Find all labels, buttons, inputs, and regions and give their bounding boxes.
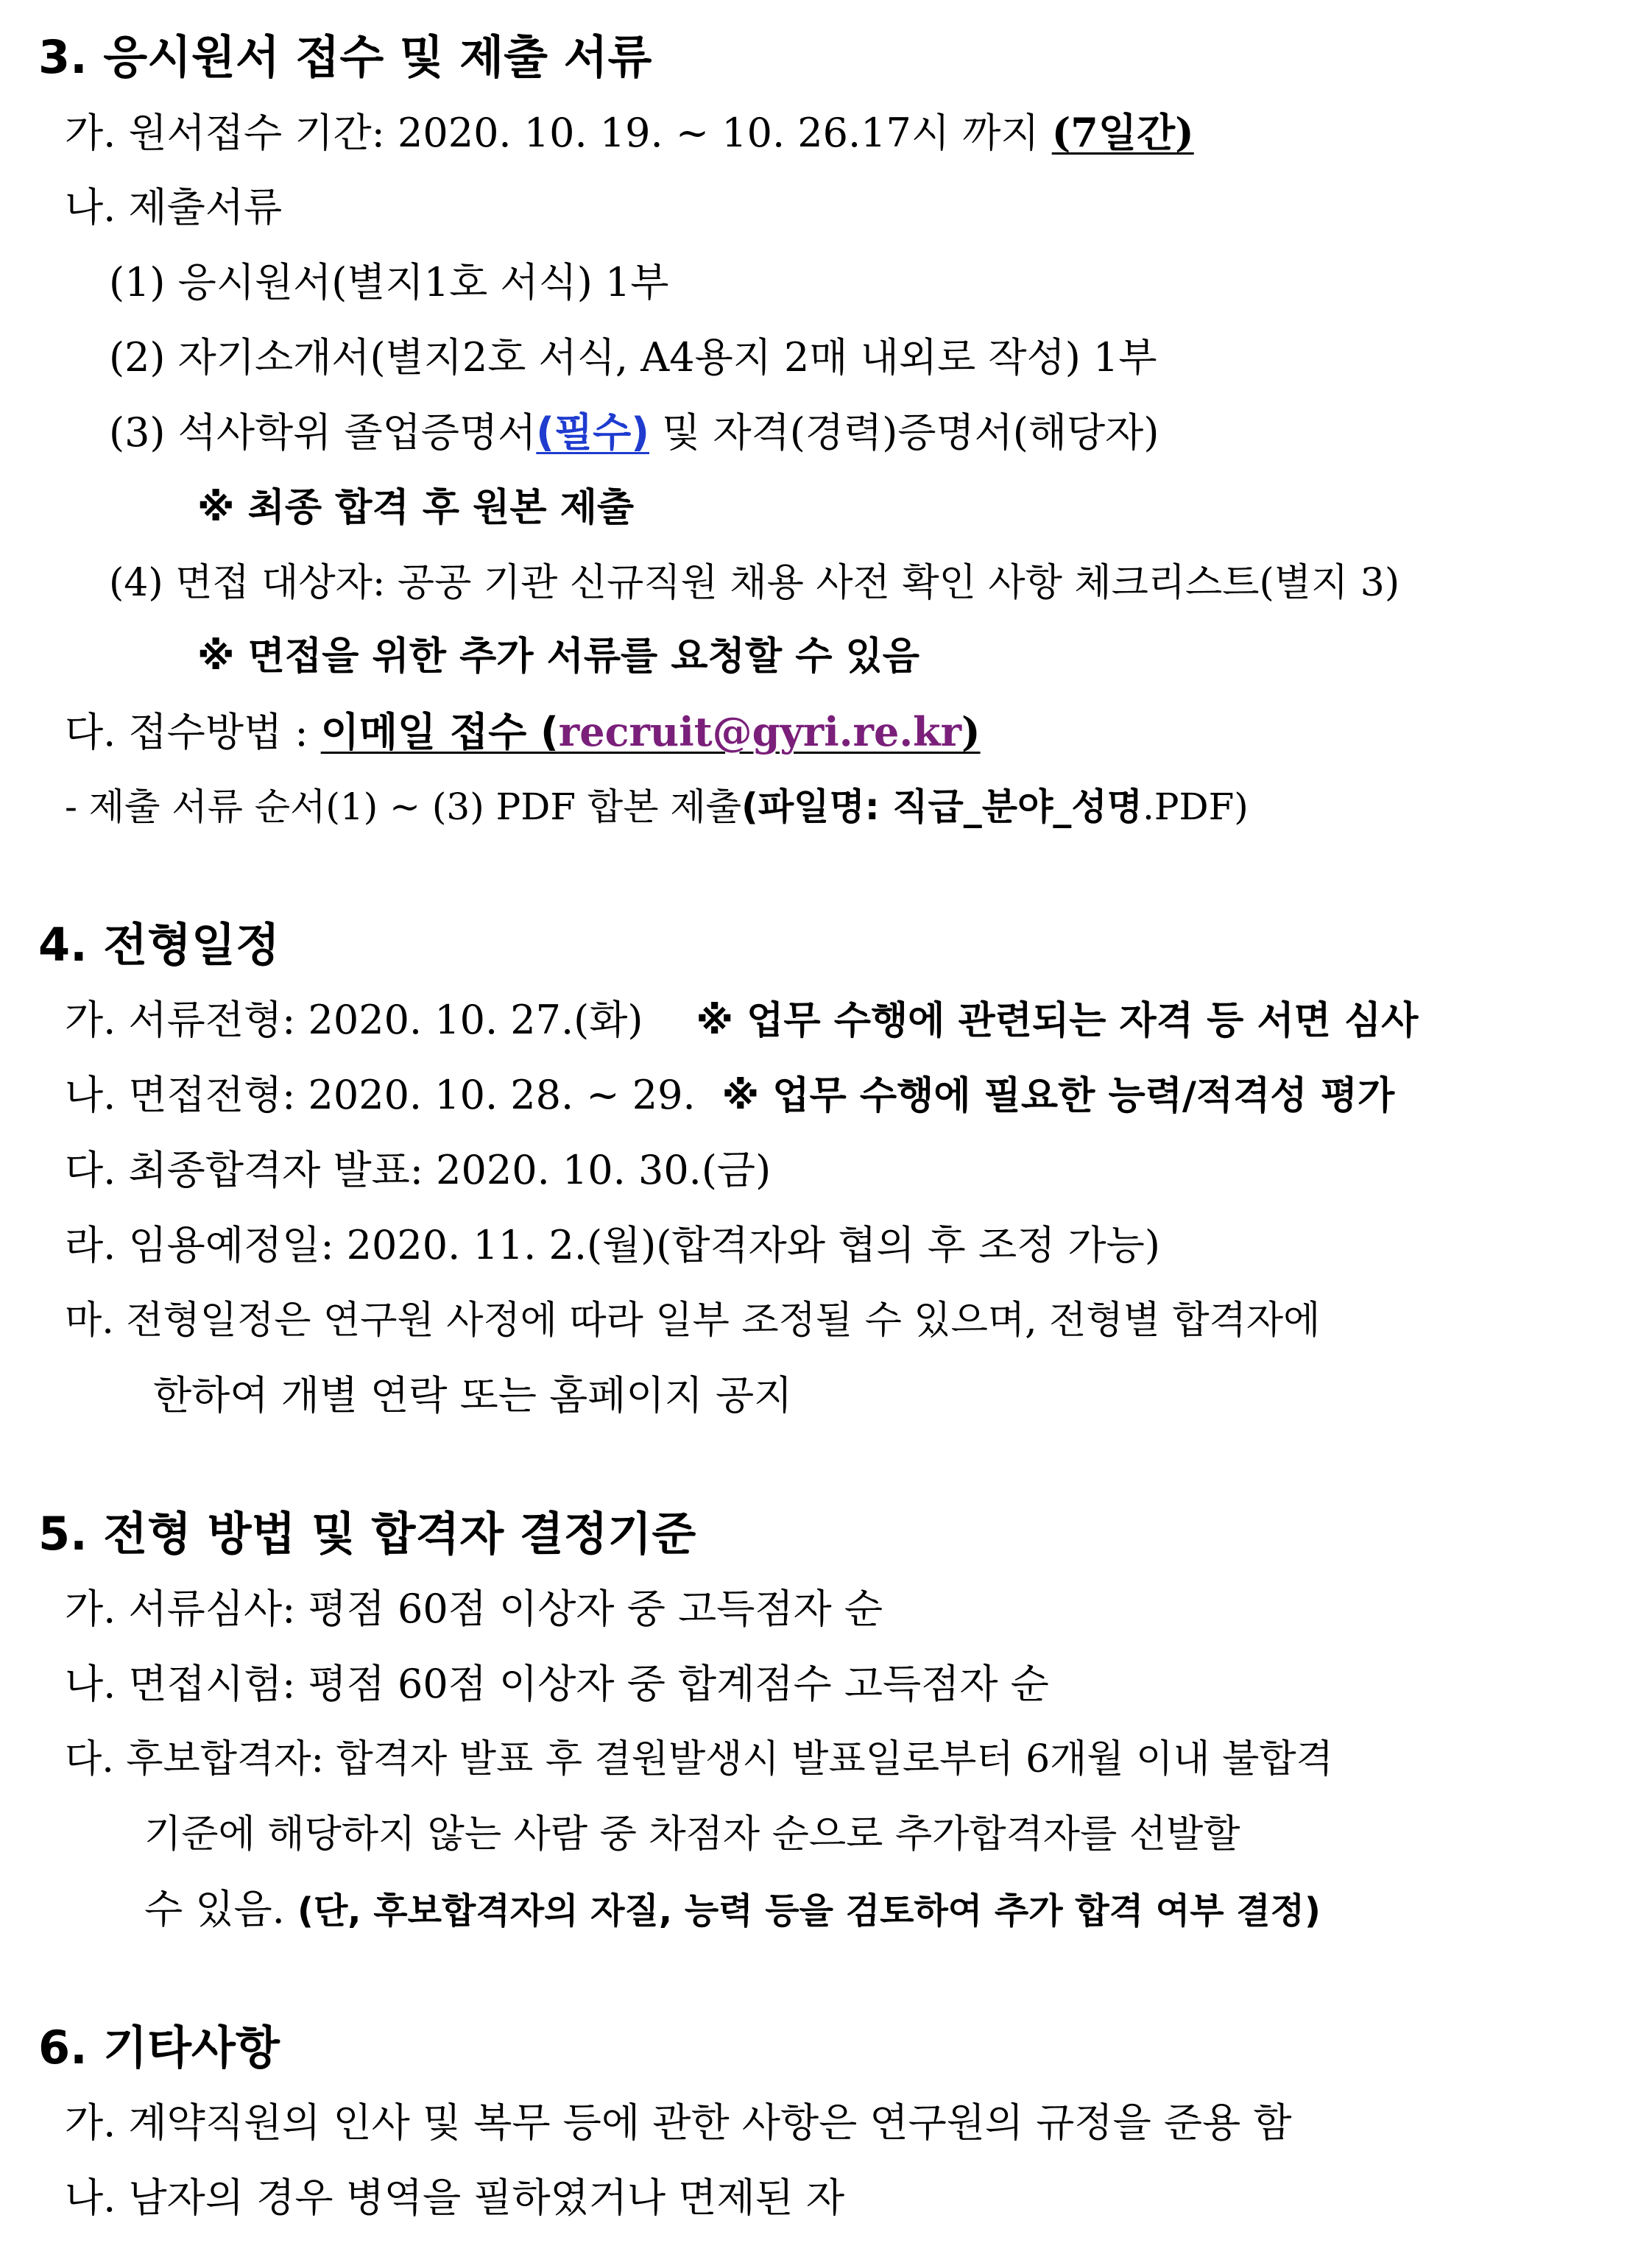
section5-da-line3-note: (단, 후보합격자의 자질, 능력 등을 검토하여 추가 합격 여부 결정) xyxy=(297,1890,1321,1932)
section4-ra: 라. 임용예정일: 2020. 11. 2.(월)(합격자와 협의 후 조정 가능) xyxy=(65,1222,1160,1268)
section3-item2: (2) 자기소개서(별지2호 서식, A4용지 2매 내외로 작성) 1부 xyxy=(109,334,1157,381)
section3-item3-required: (필수) xyxy=(536,409,649,456)
section3-ga xyxy=(65,103,1194,162)
section3-item3-suffix: 및 자격(경력)증명서(해당자) xyxy=(649,409,1159,456)
section3-dash-suffix: .PDF) xyxy=(1142,785,1249,828)
section3-ga-period: (7일간) xyxy=(1051,109,1194,156)
section4-ga xyxy=(65,991,1418,1050)
section6-heading: 6. 기타사항 xyxy=(38,2021,280,2074)
section3-ga-text: 가. 원서접수 기간: 2020. 10. 19. ~ 10. 26.17시 까지 xyxy=(65,110,1052,156)
section3-heading: 3. 응시원서 접수 및 제출 서류 xyxy=(38,30,652,84)
section3-dash xyxy=(65,777,1249,836)
section4-na-text: 나. 면접전형: 2020. 10. 28. ~ 29. xyxy=(65,1072,696,1118)
section5-heading: 5. 전형 방법 및 합격자 결정기준 xyxy=(38,1507,696,1561)
section3-item3 xyxy=(109,403,1159,462)
section3-da xyxy=(65,702,981,761)
section5-ga: 가. 서류심사: 평점 60점 이상자 중 고득점자 순 xyxy=(65,1586,883,1632)
section5-na: 나. 면접시험: 평점 60점 이상자 중 합계점수 고득점자 순 xyxy=(65,1661,1049,1707)
section5-da-line2: 기준에 해당하지 않는 사람 중 차점자 순으로 추가합격자를 선발할 xyxy=(144,1812,1240,1857)
section3-item1: (1) 응시원서(별지1호 서식) 1부 xyxy=(109,259,669,305)
section3-item4-note: ※ 면접을 위한 추가 서류를 요청할 수 있음 xyxy=(197,635,919,679)
section4-da: 다. 최종합격자 발표: 2020. 10. 30.(금) xyxy=(65,1147,772,1193)
section6-na: 나. 남자의 경우 병역을 필하였거나 면제된 자 xyxy=(65,2175,845,2221)
section6-ga: 가. 계약직원의 인사 및 복무 등에 관한 사항은 연구원의 규정을 준용 함 xyxy=(65,2099,1292,2146)
section4-ma-line2: 한하여 개별 연락 또는 홈페이지 공지 xyxy=(153,1372,793,1419)
section3-item3-note: ※ 최종 합격 후 원본 제출 xyxy=(197,486,635,530)
section3-da-method: 이메일 접수 (recruit@gyri.re.kr) xyxy=(320,708,981,755)
section3-da-label: 다. 접수방법 : xyxy=(65,709,321,755)
section3-dash-text: - 제출 서류 순서(1) ~ (3) PDF 합본 제출 xyxy=(65,785,742,828)
section3-item3-text: (3) 석사학위 졸업증명서 xyxy=(109,409,537,456)
section4-ga-text: 가. 서류전형: 2020. 10. 27.(화) xyxy=(65,997,643,1043)
section4-na xyxy=(65,1066,1394,1125)
section4-ga-note: ※ 업무 수행에 관련되는 자격 등 서면 심사 xyxy=(696,999,1419,1043)
section5-da-line3 xyxy=(144,1880,1321,1939)
section3-item4: (4) 면접 대상자: 공공 기관 신규직원 채용 사전 확인 사항 체크리스트(별지 3) xyxy=(109,561,1400,605)
section4-ma-line1: 마. 전형일정은 연구원 사정에 따라 일부 조정될 수 있으며, 전형별 합격자에 xyxy=(65,1299,1321,1343)
section5-da-line3-text: 수 있음. xyxy=(144,1886,297,1932)
section4-heading: 4. 전형일정 xyxy=(38,918,280,972)
section3-dash-filename: (파일명: 직급_분야_성명 xyxy=(741,785,1143,828)
section5-da-line1: 다. 후보합격자: 합격자 발표 후 결원발생시 발표일로부터 6개월 이내 불합격 xyxy=(65,1737,1333,1781)
section3-na: 나. 제출서류 xyxy=(65,184,283,230)
email-address: recruit@gyri.re.kr xyxy=(558,708,962,755)
section4-na-note: ※ 업무 수행에 필요한 능력/적격성 평가 xyxy=(721,1074,1395,1118)
